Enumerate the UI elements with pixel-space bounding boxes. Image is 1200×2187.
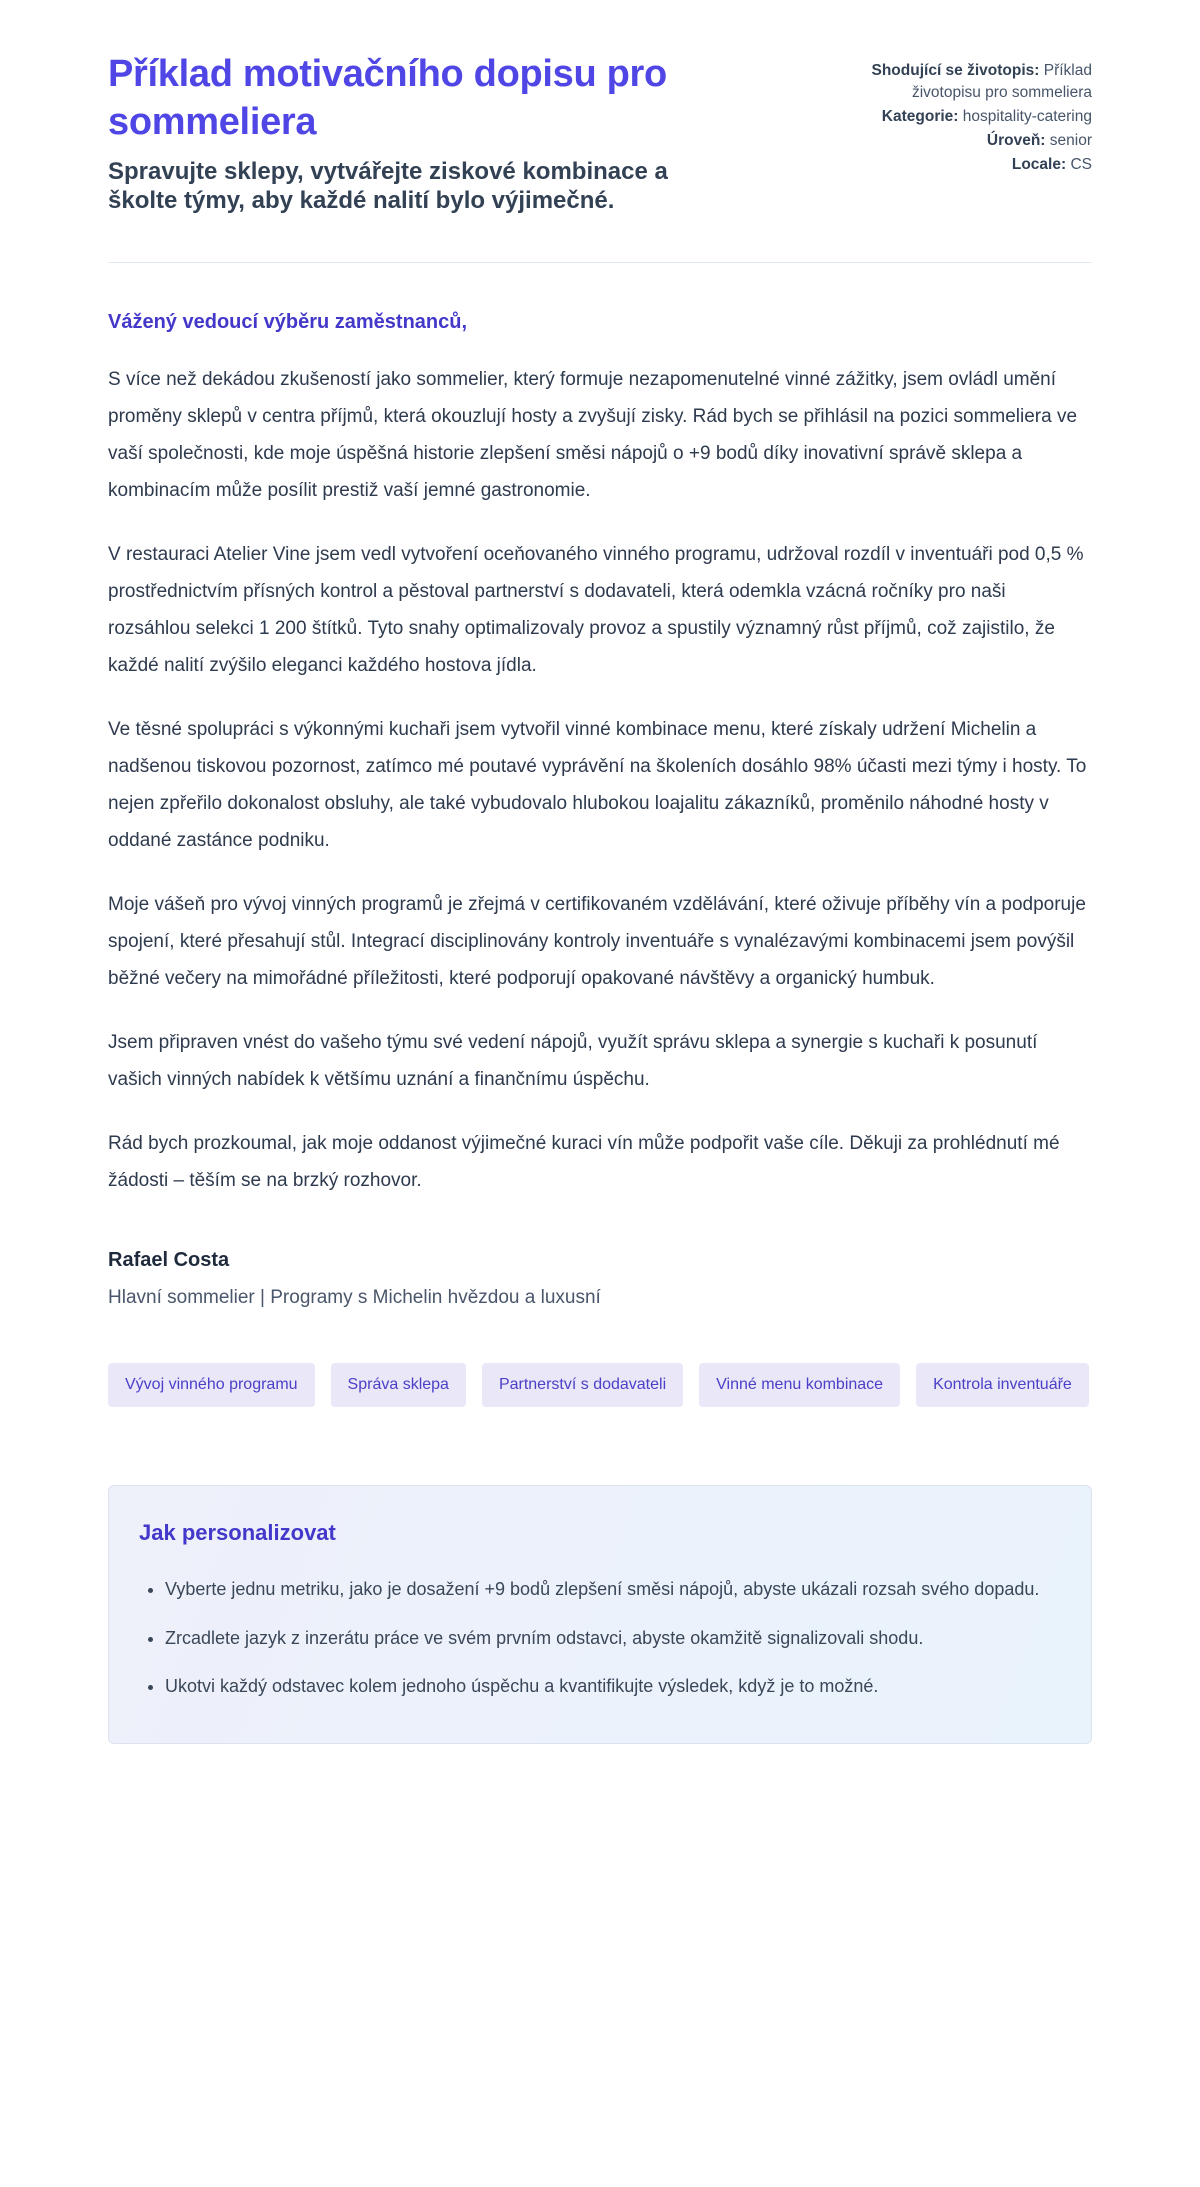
personalization-callout: [108, 1485, 1092, 1744]
meta-label: Úroveň:: [986, 132, 1046, 149]
meta-label: Shodující se životopis:: [871, 62, 1040, 79]
callout-title: Jak personalizovat: [139, 1520, 336, 1546]
meta-item-matching-resume: [854, 60, 1092, 104]
skill-tag: Vývoj vinného programu: [108, 1363, 315, 1407]
skill-tag: Vinné menu kombinace: [699, 1363, 900, 1407]
page-title: Příklad motivačního dopisu pro sommeliera: [108, 53, 667, 144]
letter-paragraph: Jsem připraven vnést do vašeho týmu své vedení nápojů, využít správu sklepa a synergie s kuchaři k posunutí vašich vinných nabídek k většímu uznání a finančnímu úspěchu.: [108, 1032, 1038, 1091]
skill-tag: Správa sklepa: [331, 1363, 466, 1407]
letter-paragraph: V restauraci Atelier Vine jsem vedl vytvoření oceňovaného vinného programu, udržoval rozdíl v inventuáři pod 0,5 % prostřednictvím přísných kontrol a pěstoval partnerství s dodavateli, která odemkla vzácná ročníky pro naši rozsáhlou selekci 1 200 štítků. Tyto snahy optimalizovaly provoz a spustily významný růst příjmů, což zajistilo, že každé nalití zvýšilo eleganci každého hostova jídla.: [108, 543, 1084, 676]
meta-item-level: [854, 130, 1092, 152]
meta-value: Příklad životopisu pro sommeliera: [911, 62, 1092, 101]
skill-tag: Kontrola inventuáře: [916, 1363, 1089, 1407]
skill-tag: Partnerství s dodavateli: [482, 1363, 683, 1407]
content-container: [108, 0, 1092, 1744]
meta-label: Kategorie:: [881, 108, 959, 125]
letter-paragraph: Moje vášeň pro vývoj vinných programů je zřejmá v certifikovaném vzdělávání, které oživuje příběhy vín a podporuje spojení, které přesahují stůl. Integrací disciplinovány kontroly inventuáře s vynalézavými kombinacemi jsem povýšil běžné večery na mimořádné příležitosti, které podporují opakované návštěvy a organický humbuk.: [108, 894, 1086, 990]
meta-value: hospitality-catering: [962, 108, 1092, 125]
callout-bullet: • Ukotvi každý odstavec kolem jednoho úspěchu a kvantifikujte výsledek, když je to možné.: [165, 1669, 1051, 1703]
callout-bullet: • Vyberte jednu metriku, jako je dosažení +9 bodů zlepšení směsi nápojů, abyste ukázali rozsah svého dopadu.: [165, 1572, 1051, 1606]
header-divider: [108, 262, 1092, 263]
cover-letter-body: [108, 311, 1092, 1310]
callout-bullet: • Zrcadlete jazyk z inzerátu práce ve svém prvním odstavci, abyste okamžitě signalizovali shodu.: [165, 1621, 1051, 1655]
callout-list: [139, 1572, 1051, 1703]
resume-meta: [854, 50, 1092, 178]
skill-tags: [108, 1363, 1092, 1407]
letter-paragraph: Ve těsné spolupráci s výkonnými kuchaři jsem vytvořil vinné kombinace menu, které získaly udržení Michelin a nadšenou tiskovou pozornost, zatímco mé poutavé vyprávění na školeních dosáhlo 98% účasti mezi týmy i hosty. To nejen zpřeřilo dokonalost obsluhy, ale také vybudovalo hlubokou loajalitu zákazníků, proměnilo náhodné hosty v oddané zastánce podniku.: [108, 718, 1087, 852]
meta-item-category: [854, 106, 1092, 128]
page-header-titles: [108, 50, 854, 216]
page-header: [108, 50, 1092, 216]
signature-name: Rafael Costa: [108, 1249, 230, 1272]
letter-paragraph: Rád bych prozkoumal, jak moje oddanost výjimečné kuraci vín může podpořit vaše cíle. Děkuji za prohlédnutí mé žádosti – těším se na brzký rozhovor.: [108, 1133, 1060, 1192]
signature-role: Hlavní sommelier | Programy s Michelin hvězdou a luxusní: [108, 1287, 601, 1309]
page-subtitle: Spravujte sklepy, vytvářejte ziskové kombinace a školte týmy, aby každé nalití bylo výjimečné.: [108, 157, 668, 215]
meta-label: Locale:: [1011, 156, 1067, 173]
letter-paragraph: S více než dekádou zkušeností jako sommelier, který formuje nezapomenutelné vinné zážitky, jsem ovládl umění proměny sklepů v centra příjmů, která okouzlují hosty a zvyšují zisky. Rád bych se přihlásil na pozici sommeliera ve vaší společnosti, kde moje úspěšná historie zlepšení směsi nápojů o +9 bodů díky inovativní správě sklepa a kombinacím může posílit prestiž vaší jemné gastronomie.: [108, 368, 1078, 501]
meta-value: CS: [1070, 156, 1092, 173]
letter-greeting: Vážený vedoucí výběru zaměstnanců,: [108, 310, 468, 333]
meta-value: senior: [1049, 132, 1092, 149]
meta-item-locale: [854, 154, 1092, 176]
